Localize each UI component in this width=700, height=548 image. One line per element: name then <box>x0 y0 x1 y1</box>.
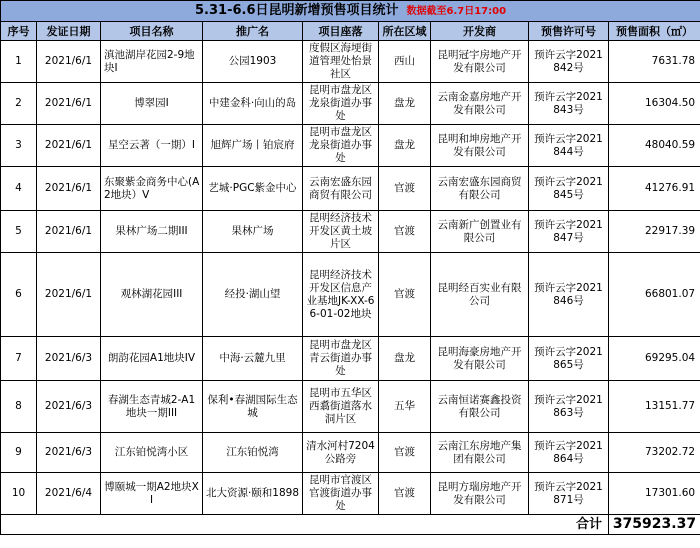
cell-developer: 云南金嘉房地产开发有限公司 <box>431 83 529 125</box>
cell-permit: 预许云字2021847号 <box>529 211 609 253</box>
table-row <box>1 253 700 337</box>
cell-date: 2021/6/4 <box>37 473 101 515</box>
cell-project: 朗韵花园A1地块IV <box>101 337 203 381</box>
cell-location: 昆明市盘龙区青云街道办事处 <box>303 337 379 381</box>
cell-promo: 江东铂悦湾 <box>203 433 303 473</box>
cell-promo: 中建金科·向山的岛 <box>203 83 303 125</box>
cell-area: 西山 <box>379 41 431 83</box>
table-row <box>1 381 700 433</box>
cell-promo: 果林广场 <box>203 211 303 253</box>
cell-size: 17301.60 <box>609 473 700 515</box>
cell-no: 6 <box>1 253 37 337</box>
cell-location: 昆明经济技术开发区黄土坡片区 <box>303 211 379 253</box>
cell-developer: 昆明方瑞房地产开发有限公司 <box>431 473 529 515</box>
data-cutoff-note: 数据截至6.7日17:00 <box>406 6 507 17</box>
cell-location: 昆明市盘龙区龙泉街道办事处 <box>303 125 379 167</box>
cell-promo: 旭辉广场丨铂宸府 <box>203 125 303 167</box>
cell-location: 昆明市官渡区官渡街道办事处 <box>303 473 379 515</box>
table-row <box>1 41 700 83</box>
header-permit: 预售许可号 <box>529 22 609 41</box>
table-row <box>1 211 700 253</box>
cell-developer: 昆明和坤房地产开发有限公司 <box>431 125 529 167</box>
cell-no: 8 <box>1 381 37 433</box>
table-row <box>1 433 700 473</box>
cell-area: 盘龙 <box>379 337 431 381</box>
cell-promo: 公园1903 <box>203 41 303 83</box>
cell-permit: 预许云字2021844号 <box>529 125 609 167</box>
cell-project: 果林广场二期III <box>101 211 203 253</box>
cell-permit: 预许云字2021842号 <box>529 41 609 83</box>
cell-developer: 昆明冠宇房地产开发有限公司 <box>431 41 529 83</box>
total-value: 375923.37 <box>609 515 700 535</box>
cell-size: 22917.39 <box>609 211 700 253</box>
cell-project: 滇池湖岸花园2-9地块I <box>101 41 203 83</box>
total-row <box>1 515 700 535</box>
cell-date: 2021/6/3 <box>37 433 101 473</box>
cell-developer: 云南宏盛东园商贸有限公司 <box>431 167 529 211</box>
table-row <box>1 83 700 125</box>
cell-size: 16304.50 <box>609 83 700 125</box>
header-date: 发证日期 <box>37 22 101 41</box>
cell-permit: 预许云字2021845号 <box>529 167 609 211</box>
header-area: 所在区域 <box>379 22 431 41</box>
cell-date: 2021/6/3 <box>37 381 101 433</box>
cell-project: 江东铂悦湾小区 <box>101 433 203 473</box>
cell-location: 昆明市五华区西翥街道落水洞片区 <box>303 381 379 433</box>
cell-size: 66801.07 <box>609 253 700 337</box>
cell-size: 41276.91 <box>609 167 700 211</box>
cell-no: 10 <box>1 473 37 515</box>
header-promo: 推广名 <box>203 22 303 41</box>
cell-project: 东聚紫金商务中心(A2地块）V <box>101 167 203 211</box>
cell-no: 1 <box>1 41 37 83</box>
cell-no: 3 <box>1 125 37 167</box>
cell-date: 2021/6/3 <box>37 337 101 381</box>
cell-area: 官渡 <box>379 253 431 337</box>
header-developer: 开发商 <box>431 22 529 41</box>
cell-promo: 经投·湖山望 <box>203 253 303 337</box>
cell-size: 69295.04 <box>609 337 700 381</box>
cell-area: 官渡 <box>379 211 431 253</box>
cell-promo: 中海·云麓九里 <box>203 337 303 381</box>
cell-developer: 昆明海豪房地产开发有限公司 <box>431 337 529 381</box>
cell-location: 度假区海埂街道管理处怡景社区 <box>303 41 379 83</box>
cell-no: 2 <box>1 83 37 125</box>
cell-date: 2021/6/1 <box>37 167 101 211</box>
cell-project: 观林湖花园III <box>101 253 203 337</box>
header-row <box>1 22 700 41</box>
cell-promo: 艺城·PGC紫金中心 <box>203 167 303 211</box>
total-label: 合计 <box>1 515 609 535</box>
cell-developer: 云南新广创置业有限公司 <box>431 211 529 253</box>
header-project: 项目名称 <box>101 22 203 41</box>
cell-permit: 预许云字2021871号 <box>529 473 609 515</box>
title-text: 5.31-6.6日昆明新增预售项目统计 <box>195 3 399 18</box>
header-size: 预售面积（㎡） <box>609 22 700 41</box>
table-title <box>1 1 700 22</box>
cell-area: 盘龙 <box>379 83 431 125</box>
table-row <box>1 125 700 167</box>
cell-area: 官渡 <box>379 473 431 515</box>
cell-promo: 北大资源·颐和1898 <box>203 473 303 515</box>
cell-project: 星空云著（一期）I <box>101 125 203 167</box>
cell-permit: 预许云字2021864号 <box>529 433 609 473</box>
cell-permit: 预许云字2021843号 <box>529 83 609 125</box>
cell-permit: 预许云字2021863号 <box>529 381 609 433</box>
cell-developer: 昆明经百实业有限公司 <box>431 253 529 337</box>
cell-size: 73202.72 <box>609 433 700 473</box>
cell-location: 昆明市盘龙区龙泉街道办事处 <box>303 83 379 125</box>
cell-project: 博翠园I <box>101 83 203 125</box>
cell-permit: 预许云字2021846号 <box>529 253 609 337</box>
table-row <box>1 167 700 211</box>
header-no: 序号 <box>1 22 37 41</box>
cell-location: 昆明经济技术开发区信息产业基地JK-XX-66-01-02地块 <box>303 253 379 337</box>
cell-developer: 云南江东房地产集团有限公司 <box>431 433 529 473</box>
cell-date: 2021/6/1 <box>37 211 101 253</box>
cell-no: 9 <box>1 433 37 473</box>
cell-promo: 保利•春湖国际生态城 <box>203 381 303 433</box>
cell-area: 官渡 <box>379 167 431 211</box>
table-row <box>1 337 700 381</box>
title-row <box>1 1 700 22</box>
header-location: 项目座落 <box>303 22 379 41</box>
cell-developer: 云南恒诺赛鑫投资有限公司 <box>431 381 529 433</box>
cell-permit: 预许云字2021865号 <box>529 337 609 381</box>
cell-no: 5 <box>1 211 37 253</box>
cell-no: 4 <box>1 167 37 211</box>
cell-date: 2021/6/1 <box>37 41 101 83</box>
cell-size: 13151.77 <box>609 381 700 433</box>
table-row <box>1 473 700 515</box>
cell-size: 7631.78 <box>609 41 700 83</box>
cell-date: 2021/6/1 <box>37 83 101 125</box>
cell-size: 48040.59 <box>609 125 700 167</box>
cell-date: 2021/6/1 <box>37 253 101 337</box>
cell-area: 官渡 <box>379 433 431 473</box>
cell-location: 云南宏盛东园商贸有限公司 <box>303 167 379 211</box>
cell-area: 盘龙 <box>379 125 431 167</box>
cell-project: 博颐城一期A2地块XI <box>101 473 203 515</box>
cell-no: 7 <box>1 337 37 381</box>
cell-date: 2021/6/1 <box>37 125 101 167</box>
cell-project: 春湖生态青城2-A1地块一期III <box>101 381 203 433</box>
cell-area: 五华 <box>379 381 431 433</box>
cell-location: 清水河村7204公路旁 <box>303 433 379 473</box>
